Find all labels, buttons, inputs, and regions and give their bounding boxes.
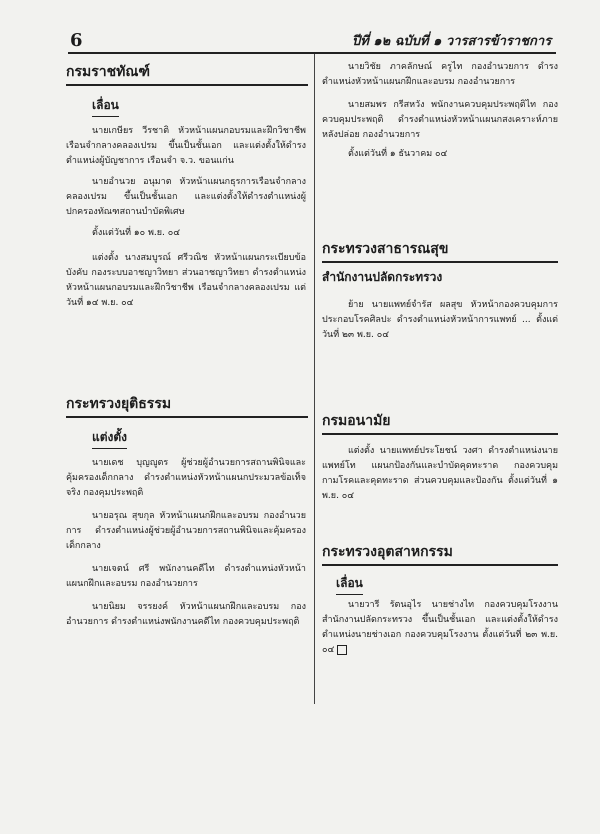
end-mark-box <box>337 645 347 655</box>
date-line: ตั้งแต่วันที่ ๑๐ พ.ย. ๐๔ <box>92 228 181 238</box>
paragraph: นายนิยม จรรยงค์ หัวหน้าแผนกฝึกและอบรม กองอำนวยการ ดำรงตำแหน่งพนักงานคดีไท กองควบคุมประพฤติ <box>66 602 306 627</box>
section-title-corrections: กรมราชทัณฑ์ <box>66 64 150 80</box>
section-title-industry: กระทรวงอุตสาหกรรม <box>322 544 453 560</box>
paragraph: นายอรุณ สุขกุล หัวหน้าแผนกฝึกและอบรม กองอำนวยการ ดำรงตำแหน่งผู้ช่วยผู้อำนวยการสถานพินิจและคุ้มครองเด็กกลาง <box>66 511 306 551</box>
page-number: 6 <box>70 30 83 51</box>
industry-text: นายวารี รัตนอุไร นายช่างไท กองควบคุมโรงงาน สำนักงานปลัดกระทรวง ขึ้นเป็นชั้นเอก และแต่งตั้งให้ดำรงตำแหน่งนายช่างเอก กองควบคุมโรงงาน ตั้งแต่วันที่ ๒๓ พ.ย. ๐๔ <box>322 600 558 655</box>
journal-header: ปีที่ ๑๒ ฉบับที่ ๑ วารสารข้าราชการ <box>352 34 552 49</box>
paragraph <box>322 598 558 658</box>
paragraph: นายเดช บุญญูตร ผู้ช่วยผู้อำนวยการสถานพินิจและคุ้มครองเด็กกลาง ดำรงตำแหน่งหัวหน้าแผนกประมวลข้อเท็จจริง กองคุมประพฤติ <box>66 458 306 498</box>
corrections-body <box>66 124 306 311</box>
public-health-body <box>322 298 558 343</box>
subheading-office-permanent-secretary: สำนักงานปลัดกระทรวง <box>322 270 443 284</box>
paragraph: แต่งตั้ง นางสมบูรณ์ ศรีวณิช หัวหน้าแผนกระเบียบข้อบังคับ กองระบบอาชญาวิทยา ส่วนอาชญาวิทยา ดำรงตำแหน่งหัวหน้าแผนกอบรมและฝึกวิชาชีพ เรือนจำกลางคลองเปรม แต่วันที่ ๑๔ พ.ย. ๐๔ <box>66 253 306 308</box>
section-title-justice: กระทรวงยุติธรรม <box>66 396 172 412</box>
paragraph: นายสมพร กรีสหวัง พนักงานควบคุมประพฤติไท กองควบคุมประพฤติ ดำรงตำแหน่งหัวหน้าแผนกสงเคราะห์ภายหลังปล่อย กองอำนวยการ <box>322 100 558 140</box>
header-rule <box>68 52 556 54</box>
section-rule <box>322 433 558 435</box>
section-rule <box>322 261 558 263</box>
industry-body <box>322 598 558 658</box>
subheading-appoint: แต่งตั้ง <box>92 428 127 449</box>
paragraph: นายเจตน์ ศรี พนักงานคดีไท ดำรงตำแหน่งหัวหน้าแผนกฝึกและอบรม กองอำนวยการ <box>66 564 306 589</box>
justice-body <box>66 456 306 630</box>
paragraph: ย้าย นายแพทย์จำรัส ผลสุข หัวหน้ากองควบคุมการประกอบโรคศิลปะ ดำรงตำแหน่งหัวหน้าการแพทย์ ... ตั้งแต่วันที่ ๒๓ พ.ย. ๐๔ <box>322 300 558 340</box>
section-rule <box>66 416 308 418</box>
section-rule <box>66 84 308 86</box>
section-title-health-dept: กรมอนามัย <box>322 413 391 429</box>
subheading-promote: เลื่อน <box>336 574 363 595</box>
column-divider <box>314 54 315 704</box>
paragraph: นายวิชัย ภาคลักษณ์ ครูไท กองอำนวยการ ดำรงตำแหน่งหัวหน้าแผนกฝึกและอบรม กองอำนวยการ <box>322 62 558 87</box>
paragraph: แต่งตั้ง นายแพทย์ประโยชน์ วงศา ดำรงตำแหน่งนายแพทย์โท แผนกป้องกันและบำบัดคุดทะราด กองควบคุมกามโรคและคุดทะราด ส่วนควบคุมและป้องกัน ตั้งแต่วันที่ ๑ พ.ย. ๐๔ <box>322 446 558 501</box>
paragraph: นายเกษียร วีรชาติ หัวหน้าแผนกอบรมและฝึกวิชาชีพ เรือนจำกลางคลองเปรม ขึ้นเป็นชั้นเอก และแต่งตั้งให้ดำรงตำแหน่งผู้บัญชาการ เรือนจำ จ.ว. ขอนแก่น <box>66 126 306 166</box>
subheading-promote: เลื่อน <box>92 96 119 117</box>
date-line: ตั้งแต่วันที่ ๑ ธันวาคม ๐๔ <box>348 149 448 159</box>
section-rule <box>322 564 558 566</box>
justice-continuation <box>322 60 558 162</box>
section-title-public-health: กระทรวงสาธารณสุข <box>322 241 449 257</box>
health-dept-body <box>322 444 558 504</box>
paragraph: นายอำนวย อนุมาต หัวหน้าแผนกธุรการเรือนจำกลางคลองเปรม ขึ้นเป็นชั้นเอก และแต่งตั้งให้ดำรงตำแหน่งผู้ปกครองทัณฑสถานบำบัดพิเศษ <box>66 177 306 217</box>
